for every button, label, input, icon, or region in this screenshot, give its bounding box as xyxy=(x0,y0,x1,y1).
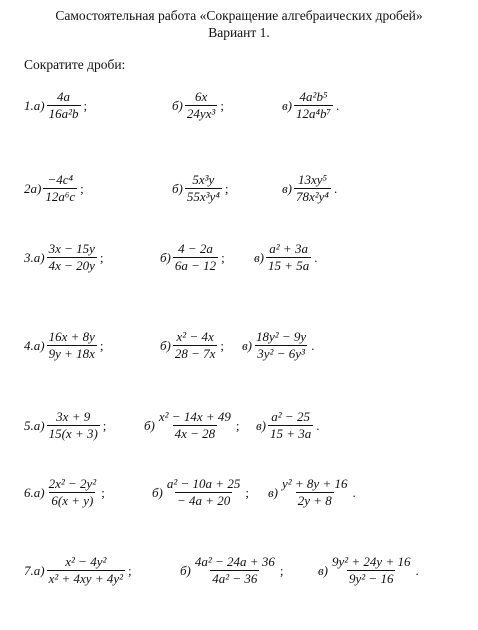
punctuation: ; xyxy=(245,484,249,500)
fraction xyxy=(47,242,97,273)
problem-label: 3.а) xyxy=(24,249,45,265)
problem-item xyxy=(282,173,337,204)
problem-item xyxy=(152,477,249,508)
instruction-text: Сократите дроби: xyxy=(24,57,126,72)
fraction-denominator: 55x³y⁴ xyxy=(186,189,220,204)
problem-label: в) xyxy=(268,484,278,500)
problem-label: 7.а) xyxy=(24,562,45,578)
fraction xyxy=(47,90,81,121)
fraction-denominator: 15 + 5a xyxy=(267,258,310,273)
fraction xyxy=(266,242,311,273)
fraction xyxy=(47,477,99,508)
problem-label: б) xyxy=(144,417,155,433)
fraction-numerator: 3x + 9 xyxy=(56,409,91,424)
problem-label: 5.а) xyxy=(24,417,45,433)
punctuation: ; xyxy=(128,562,132,578)
fraction-denominator: − 4a + 20 xyxy=(176,493,231,508)
problem-item xyxy=(24,242,104,273)
problem-item xyxy=(24,90,87,121)
problem-item xyxy=(172,90,224,121)
fraction-numerator: x² − 4y² xyxy=(65,554,107,569)
fraction-denominator: 78x²y⁴ xyxy=(295,189,329,204)
problem-item xyxy=(144,410,239,441)
problem-label: 2а) xyxy=(24,180,42,196)
fraction xyxy=(157,410,233,441)
punctuation: . xyxy=(311,337,315,353)
fraction xyxy=(280,477,349,508)
fraction xyxy=(173,330,218,361)
fraction-numerator: 6x xyxy=(194,89,208,104)
problem-label: в) xyxy=(254,249,264,265)
fraction-numerator: 5x³y xyxy=(192,172,215,187)
punctuation: ; xyxy=(83,97,88,113)
problem-label: в) xyxy=(242,337,252,353)
fraction-numerator: 13xy⁵ xyxy=(297,172,327,187)
problem-label: б) xyxy=(160,337,171,353)
variant-label: Вариант 1. xyxy=(208,25,270,40)
fraction-denominator: 16a²b xyxy=(48,106,79,121)
fraction xyxy=(165,477,242,508)
problem-item xyxy=(172,173,228,204)
problem-item xyxy=(256,410,320,441)
fraction-numerator: a² − 10a + 25 xyxy=(166,476,241,491)
problem-label: 1.а) xyxy=(24,97,45,113)
fraction-denominator: 24yx³ xyxy=(186,106,216,121)
punctuation: ; xyxy=(220,97,224,113)
fraction-numerator: 9y² + 24y + 16 xyxy=(331,554,411,569)
punctuation: ; xyxy=(101,484,105,500)
problem-label: в) xyxy=(318,562,328,578)
fraction-denominator: 6(x + y) xyxy=(51,493,94,508)
fraction xyxy=(193,555,277,586)
fraction xyxy=(173,242,218,273)
punctuation: ; xyxy=(102,417,107,433)
fraction-denominator: 4x − 20y xyxy=(48,258,95,273)
fraction xyxy=(268,410,313,441)
fraction-numerator: a² − 25 xyxy=(271,409,310,424)
worksheet-title: Самостоятельная работа «Сокращение алгебраических дробей» xyxy=(55,8,423,23)
fraction-denominator: 12a⁴b⁷ xyxy=(295,106,332,121)
fraction xyxy=(185,90,217,121)
problem-label: б) xyxy=(172,180,183,196)
punctuation: ; xyxy=(80,180,84,196)
fraction-denominator: 28 − 7x xyxy=(174,346,216,361)
fraction xyxy=(43,173,77,204)
fraction-numerator: 18y² − 9y xyxy=(255,329,307,344)
problem-label: 4.а) xyxy=(24,337,45,353)
problem-item xyxy=(24,555,132,586)
punctuation: . xyxy=(316,417,320,433)
punctuation: ; xyxy=(224,180,229,196)
fraction-denominator: 3y² − 6y³ xyxy=(257,346,305,361)
problem-label: б) xyxy=(180,562,191,578)
problem-label: в) xyxy=(282,180,292,196)
problem-item xyxy=(254,242,318,273)
problem-item xyxy=(268,477,356,508)
fraction-numerator: 16x + 8y xyxy=(48,329,95,344)
problem-item xyxy=(160,242,225,273)
problem-item xyxy=(24,173,84,204)
fraction-denominator: 15(x + 3) xyxy=(48,426,98,441)
fraction-denominator: 15 + 3a xyxy=(269,426,312,441)
problem-item xyxy=(180,555,283,586)
fraction-numerator: x² − 14x + 49 xyxy=(158,409,231,424)
fraction-denominator: 4a² − 36 xyxy=(212,571,258,586)
problem-item xyxy=(318,555,419,586)
punctuation: ; xyxy=(99,337,104,353)
punctuation: ; xyxy=(235,417,240,433)
fraction-numerator: y² + 8y + 16 xyxy=(281,476,348,491)
punctuation: . xyxy=(336,97,340,113)
fraction-denominator: 12a⁶c xyxy=(45,189,76,204)
fraction xyxy=(185,173,222,204)
fraction-denominator: 9y² − 16 xyxy=(349,571,394,586)
fraction-denominator: 2y + 8 xyxy=(297,493,332,508)
problem-item xyxy=(160,330,224,361)
problem-label: б) xyxy=(160,249,171,265)
problem-label: 6.а) xyxy=(24,484,45,500)
fraction-numerator: x² − 4x xyxy=(176,329,214,344)
punctuation: ; xyxy=(279,562,284,578)
fraction xyxy=(47,555,125,586)
punctuation: . xyxy=(352,484,356,500)
fraction xyxy=(330,555,412,586)
fraction xyxy=(254,330,308,361)
punctuation: . xyxy=(415,562,419,578)
fraction xyxy=(47,410,100,441)
problem-item xyxy=(282,90,339,121)
problem-label: б) xyxy=(152,484,163,500)
problem-label: в) xyxy=(256,417,266,433)
problem-item xyxy=(242,330,314,361)
punctuation: . xyxy=(333,180,338,196)
fraction-denominator: 6a − 12 xyxy=(174,258,217,273)
problem-item xyxy=(24,410,106,441)
punctuation: . xyxy=(314,249,318,265)
problem-label: б) xyxy=(172,97,183,113)
fraction xyxy=(294,90,333,121)
fraction-numerator: 4a xyxy=(57,89,71,104)
fraction-numerator: 4a²b⁵ xyxy=(299,89,328,104)
fraction-denominator: x² + 4xy + 4y² xyxy=(48,571,124,586)
punctuation: ; xyxy=(220,337,225,353)
fraction xyxy=(47,330,97,361)
fraction-numerator: −4c⁴ xyxy=(47,172,74,187)
fraction-numerator: 4a² − 24a + 36 xyxy=(194,554,275,569)
fraction-numerator: 4 − 2a xyxy=(178,241,213,256)
fraction xyxy=(294,173,331,204)
fraction-denominator: 4x − 28 xyxy=(174,426,216,441)
punctuation: ; xyxy=(221,249,225,265)
problem-label: в) xyxy=(282,97,292,113)
punctuation: ; xyxy=(99,249,104,265)
problem-item xyxy=(24,330,104,361)
fraction-numerator: 2x² − 2y² xyxy=(48,476,97,491)
fraction-denominator: 9y + 18x xyxy=(48,346,95,361)
fraction-numerator: a² + 3a xyxy=(269,241,308,256)
problem-item xyxy=(24,477,105,508)
fraction-numerator: 3x − 15y xyxy=(48,241,95,256)
